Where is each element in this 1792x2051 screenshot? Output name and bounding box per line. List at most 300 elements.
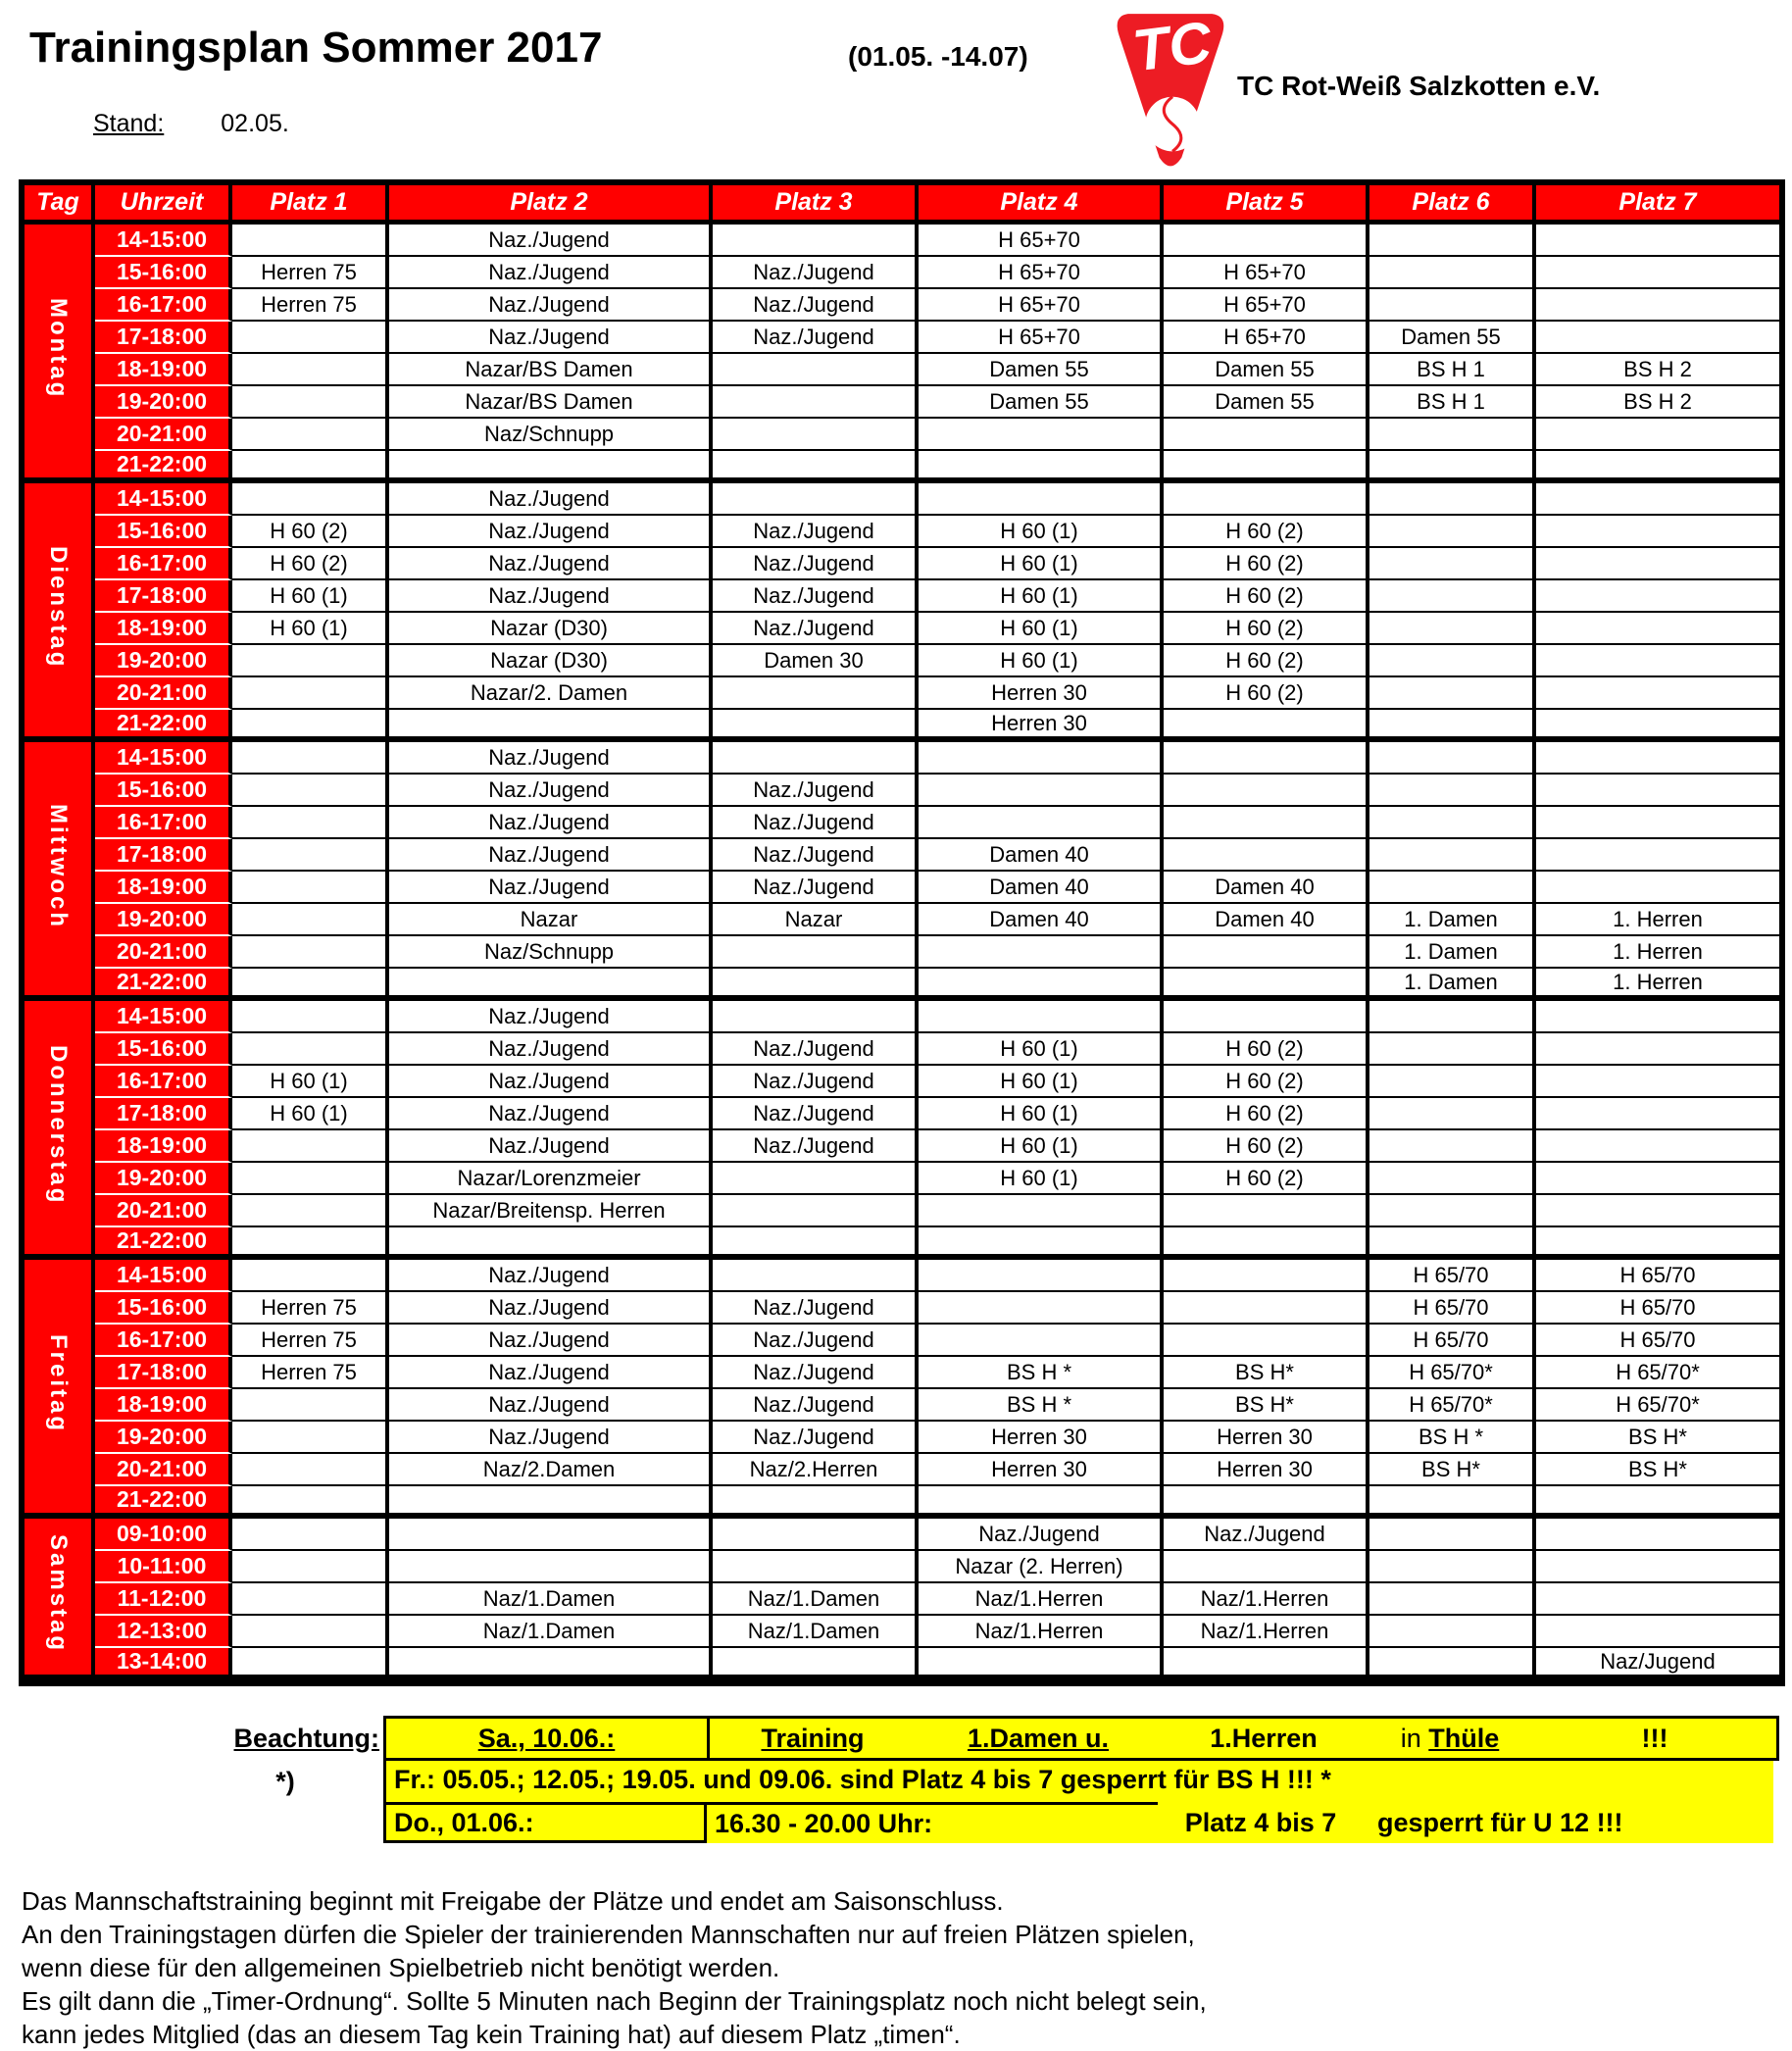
schedule-cell: Damen 40 [1164, 904, 1369, 936]
schedule-cell [232, 1389, 389, 1422]
schedule-cell [232, 1519, 389, 1551]
schedule-cell: H 65/70 [1369, 1325, 1536, 1357]
schedule-cell: Herren 75 [232, 1325, 389, 1357]
schedule-cell [1369, 1486, 1536, 1519]
schedule-cell [1369, 225, 1536, 257]
schedule-table [19, 179, 1785, 1686]
schedule-cell: BS H * [919, 1389, 1164, 1422]
schedule-cell [1369, 257, 1536, 289]
notes-section [226, 1716, 1792, 1843]
schedule-cell [1369, 1033, 1536, 1066]
schedule-cell [1369, 419, 1536, 451]
schedule-cell: Damen 55 [919, 386, 1164, 419]
schedule-row [25, 1454, 1779, 1486]
schedule-cell [919, 969, 1164, 1001]
schedule-cell: Damen 30 [713, 645, 919, 677]
schedule-cell [713, 677, 919, 710]
schedule-row [25, 645, 1779, 677]
schedule-row [25, 257, 1779, 289]
schedule-cell: Nazar/2. Damen [389, 677, 713, 710]
schedule-cell: H 65+70 [1164, 257, 1369, 289]
schedule-cell [232, 936, 389, 969]
schedule-cell [1164, 969, 1369, 1001]
schedule-row [25, 1130, 1779, 1163]
time-slot: 17-18:00 [95, 322, 232, 354]
schedule-cell: H 60 (2) [1164, 580, 1369, 613]
schedule-cell [1164, 1551, 1369, 1583]
schedule-row [25, 419, 1779, 451]
schedule-cell [1536, 451, 1779, 483]
schedule-cell [232, 483, 389, 516]
schedule-cell: Naz./Jugend [389, 807, 713, 839]
stand-label: Stand: [93, 110, 165, 137]
schedule-cell [1536, 1227, 1779, 1260]
time-slot: 21-22:00 [95, 1227, 232, 1260]
schedule-cell [1369, 483, 1536, 516]
time-slot: 14-15:00 [95, 1001, 232, 1033]
schedule-cell [713, 1551, 919, 1583]
schedule-cell [1164, 1648, 1369, 1680]
schedule-cell [1369, 677, 1536, 710]
schedule-cell [1164, 1292, 1369, 1325]
schedule-row [25, 1389, 1779, 1422]
schedule-cell [232, 322, 389, 354]
schedule-cell [389, 1648, 713, 1680]
schedule-cell: Damen 55 [1164, 354, 1369, 386]
schedule-cell [713, 1163, 919, 1195]
time-slot: 16-17:00 [95, 1066, 232, 1098]
schedule-cell [1536, 1163, 1779, 1195]
schedule-cell: H 60 (1) [919, 516, 1164, 548]
schedule-row [25, 1163, 1779, 1195]
schedule-cell: BS H 1 [1369, 386, 1536, 419]
schedule-cell: Naz./Jugend [389, 1098, 713, 1130]
time-slot: 21-22:00 [95, 710, 232, 742]
schedule-cell: Naz./Jugend [389, 1260, 713, 1292]
schedule-cell [232, 710, 389, 742]
schedule-row [25, 1422, 1779, 1454]
schedule-cell: Naz./Jugend [389, 580, 713, 613]
schedule-cell [919, 1260, 1164, 1292]
column-header: Uhrzeit [95, 185, 232, 225]
schedule-cell: Nazar [713, 904, 919, 936]
time-slot: 09-10:00 [95, 1519, 232, 1551]
schedule-cell [232, 419, 389, 451]
schedule-cell: Naz./Jugend [389, 1001, 713, 1033]
footer-line: kann jedes Mitglied (das an diesem Tag kein Training hat) auf diesem Platz „timen“. [22, 2020, 961, 2049]
schedule-row [25, 677, 1779, 710]
schedule-cell: H 60 (2) [1164, 1130, 1369, 1163]
schedule-cell [232, 1616, 389, 1648]
schedule-cell [1536, 483, 1779, 516]
schedule-cell [713, 225, 919, 257]
schedule-cell [713, 742, 919, 775]
schedule-cell: Naz./Jugend [713, 775, 919, 807]
schedule-cell [713, 936, 919, 969]
schedule-cell: BS H* [1164, 1389, 1369, 1422]
page-title: Trainingsplan Sommer 2017 [29, 24, 603, 72]
time-slot: 20-21:00 [95, 1454, 232, 1486]
schedule-row [25, 1195, 1779, 1227]
schedule-cell: Herren 75 [232, 1292, 389, 1325]
schedule-cell [1536, 322, 1779, 354]
schedule-cell: Naz./Jugend [389, 1292, 713, 1325]
schedule-cell: Naz./Jugend [389, 742, 713, 775]
schedule-cell: Naz./Jugend [713, 1422, 919, 1454]
schedule-cell [919, 419, 1164, 451]
schedule-cell [713, 1195, 919, 1227]
schedule-cell: H 65/70 [1536, 1260, 1779, 1292]
schedule-cell: Naz./Jugend [389, 1422, 713, 1454]
time-slot: 15-16:00 [95, 775, 232, 807]
schedule-row [25, 483, 1779, 516]
schedule-row [25, 613, 1779, 645]
schedule-cell: Damen 55 [1164, 386, 1369, 419]
schedule-cell [1164, 1260, 1369, 1292]
schedule-cell [1369, 1583, 1536, 1616]
schedule-cell [232, 1454, 389, 1486]
schedule-cell [1369, 1066, 1536, 1098]
schedule-cell: H 60 (1) [919, 1130, 1164, 1163]
schedule-cell [1164, 225, 1369, 257]
schedule-row [25, 1519, 1779, 1551]
club-name: TC Rot-Weiß Salzkotten e.V. [1237, 71, 1601, 101]
page-header [0, 0, 1792, 179]
schedule-cell [1369, 839, 1536, 872]
time-slot: 18-19:00 [95, 354, 232, 386]
schedule-cell [1164, 1325, 1369, 1357]
schedule-cell: Naz/Schnupp [389, 936, 713, 969]
schedule-cell [389, 451, 713, 483]
schedule-cell: H 60 (2) [1164, 645, 1369, 677]
schedule-cell: Nazar/Lorenzmeier [389, 1163, 713, 1195]
schedule-cell: Naz/1.Herren [919, 1616, 1164, 1648]
schedule-cell: H 65+70 [1164, 322, 1369, 354]
schedule-cell: 1. Damen [1369, 904, 1536, 936]
schedule-cell [919, 1195, 1164, 1227]
schedule-cell: Naz./Jugend [713, 1066, 919, 1098]
schedule-cell [713, 451, 919, 483]
schedule-cell: Naz/Schnupp [389, 419, 713, 451]
footer-line: Das Mannschaftstraining beginnt mit Freigabe der Plätze und endet am Saisonschluss. [22, 1886, 1004, 1916]
logo-tc-text: TC [1128, 10, 1216, 84]
schedule-row [25, 1292, 1779, 1325]
schedule-cell [232, 386, 389, 419]
schedule-cell [1164, 1195, 1369, 1227]
schedule-row [25, 1616, 1779, 1648]
day-label: Mittwoch [25, 742, 95, 1001]
schedule-row [25, 1325, 1779, 1357]
schedule-cell: Damen 40 [919, 872, 1164, 904]
schedule-row [25, 1486, 1779, 1519]
schedule-cell [232, 1195, 389, 1227]
column-header: Platz 7 [1536, 185, 1779, 225]
schedule-cell: H 60 (1) [232, 613, 389, 645]
schedule-row [25, 807, 1779, 839]
note-1-location: in Thüle [1400, 1724, 1500, 1753]
beachtung-label: Beachtung: [233, 1723, 379, 1753]
column-header: Platz 3 [713, 185, 919, 225]
schedule-cell [1369, 548, 1536, 580]
schedule-row [25, 1551, 1779, 1583]
footer-line: An den Trainingstagen dürfen die Spieler der trainierenden Mannschaften nur auf freien Plätzen spielen, [22, 1920, 1195, 1949]
schedule-row [25, 322, 1779, 354]
time-slot: 18-19:00 [95, 1389, 232, 1422]
schedule-cell [1536, 807, 1779, 839]
schedule-cell: Nazar/Breitensp. Herren [389, 1195, 713, 1227]
schedule-cell [1536, 289, 1779, 322]
schedule-cell: Naz./Jugend [389, 257, 713, 289]
schedule-cell [1164, 839, 1369, 872]
footer-line: Es gilt dann die „Timer-Ordnung“. Sollte 5 Minuten nach Beginn der Trainingsplatz noch nicht belegt sein, [22, 1986, 1207, 2016]
schedule-cell: H 60 (1) [232, 1098, 389, 1130]
note-1-team2: 1.Herren [1210, 1724, 1318, 1753]
time-slot: 11-12:00 [95, 1583, 232, 1616]
schedule-cell [232, 645, 389, 677]
schedule-cell [713, 1001, 919, 1033]
schedule-cell: H 60 (1) [232, 1066, 389, 1098]
schedule-cell [389, 1551, 713, 1583]
schedule-cell [1369, 289, 1536, 322]
schedule-cell [919, 1648, 1164, 1680]
schedule-cell [1536, 1519, 1779, 1551]
schedule-cell: Herren 75 [232, 289, 389, 322]
schedule-cell: 1. Damen [1369, 936, 1536, 969]
schedule-cell: H 65/70* [1536, 1389, 1779, 1422]
schedule-cell: H 60 (2) [1164, 548, 1369, 580]
note-2-text: Fr.: 05.05.; 12.05.; 19.05. und 09.06. sind Platz 4 bis 7 gesperrt für BS H !!! * [383, 1761, 1773, 1802]
schedule-cell: H 65/70 [1536, 1325, 1779, 1357]
schedule-cell: Naz./Jugend [389, 1325, 713, 1357]
schedule-cell: H 60 (1) [919, 1098, 1164, 1130]
schedule-cell: 1. Herren [1536, 936, 1779, 969]
schedule-row [25, 969, 1779, 1001]
schedule-row [25, 580, 1779, 613]
day-label: Freitag [25, 1260, 95, 1519]
asterisk-label-wrap [226, 1761, 383, 1802]
time-slot: 19-20:00 [95, 645, 232, 677]
schedule-cell [919, 936, 1164, 969]
time-slot: 19-20:00 [95, 1422, 232, 1454]
schedule-cell: BS H * [1369, 1422, 1536, 1454]
schedule-cell: Naz./Jugend [713, 1130, 919, 1163]
schedule-cell: H 65/70 [1369, 1292, 1536, 1325]
schedule-cell [1536, 613, 1779, 645]
schedule-cell: Naz/2.Damen [389, 1454, 713, 1486]
schedule-cell: H 65+70 [919, 322, 1164, 354]
schedule-cell: Herren 30 [919, 1454, 1164, 1486]
schedule-cell [713, 1519, 919, 1551]
note-1-strip [383, 1716, 1779, 1761]
table-header-row [25, 185, 1779, 225]
schedule-cell: H 60 (2) [1164, 516, 1369, 548]
schedule-cell: Naz./Jugend [389, 289, 713, 322]
schedule-cell: H 60 (1) [919, 613, 1164, 645]
schedule-cell: H 60 (1) [919, 1163, 1164, 1195]
schedule-cell [1369, 1001, 1536, 1033]
schedule-cell [232, 1001, 389, 1033]
stand-row [93, 110, 289, 138]
note-row-1 [226, 1716, 1792, 1761]
schedule-cell: H 60 (2) [1164, 1066, 1369, 1098]
schedule-cell [1164, 742, 1369, 775]
schedule-cell: BS H* [1536, 1422, 1779, 1454]
time-slot: 12-13:00 [95, 1616, 232, 1648]
schedule-cell: Herren 30 [1164, 1422, 1369, 1454]
schedule-cell [232, 451, 389, 483]
schedule-cell [713, 419, 919, 451]
schedule-cell [1164, 936, 1369, 969]
schedule-cell [1536, 645, 1779, 677]
schedule-cell [232, 1163, 389, 1195]
schedule-cell: Nazar (D30) [389, 613, 713, 645]
schedule-cell: H 60 (1) [232, 580, 389, 613]
schedule-cell [1369, 1551, 1536, 1583]
schedule-cell: Naz./Jugend [713, 839, 919, 872]
schedule-cell [1369, 1195, 1536, 1227]
schedule-cell [919, 1001, 1164, 1033]
column-header: Platz 4 [919, 185, 1164, 225]
time-slot: 19-20:00 [95, 386, 232, 419]
schedule-cell: BS H* [1536, 1454, 1779, 1486]
schedule-cell [232, 354, 389, 386]
time-slot: 15-16:00 [95, 1292, 232, 1325]
schedule-cell: Naz./Jugend [389, 516, 713, 548]
time-slot: 17-18:00 [95, 1098, 232, 1130]
footer-line: wenn diese für den allgemeinen Spielbetrieb nicht benötigt werden. [22, 1953, 780, 1982]
time-slot: 17-18:00 [95, 839, 232, 872]
schedule-cell: H 65+70 [919, 289, 1164, 322]
schedule-cell [232, 742, 389, 775]
schedule-cell [919, 1292, 1164, 1325]
schedule-cell [919, 742, 1164, 775]
column-header: Platz 5 [1164, 185, 1369, 225]
schedule-cell: Naz./Jugend [389, 322, 713, 354]
schedule-cell [232, 839, 389, 872]
schedule-cell: Damen 40 [919, 839, 1164, 872]
date-range: (01.05. -14.07) [848, 41, 1028, 72]
schedule-cell: H 60 (1) [919, 548, 1164, 580]
schedule-cell [919, 451, 1164, 483]
time-slot: 15-16:00 [95, 257, 232, 289]
schedule-cell: H 65/70 [1536, 1292, 1779, 1325]
schedule-cell: H 65/70* [1536, 1357, 1779, 1389]
schedule-cell [1536, 257, 1779, 289]
time-slot: 16-17:00 [95, 289, 232, 322]
schedule-cell [713, 386, 919, 419]
schedule-cell: Naz./Jugend [389, 548, 713, 580]
schedule-row [25, 1033, 1779, 1066]
schedule-cell [389, 710, 713, 742]
schedule-cell [1536, 1098, 1779, 1130]
schedule-row [25, 516, 1779, 548]
schedule-cell: Naz./Jugend [713, 516, 919, 548]
schedule-cell [232, 775, 389, 807]
note-3-courts: Platz 4 bis 7 [1158, 1802, 1364, 1843]
time-slot: 18-19:00 [95, 1130, 232, 1163]
schedule-cell: Naz./Jugend [389, 483, 713, 516]
schedule-row [25, 775, 1779, 807]
note-1-training: Training [761, 1724, 865, 1753]
schedule-cell: Naz/Jugend [1536, 1648, 1779, 1680]
schedule-cell [232, 1486, 389, 1519]
beachtung-label-wrap [226, 1716, 383, 1761]
schedule-cell: Naz./Jugend [389, 1357, 713, 1389]
schedule-cell [1536, 1130, 1779, 1163]
schedule-cell [1164, 483, 1369, 516]
schedule-cell: H 60 (2) [1164, 1163, 1369, 1195]
schedule-cell: Naz./Jugend [389, 225, 713, 257]
schedule-cell: Damen 40 [1164, 872, 1369, 904]
schedule-cell [1536, 677, 1779, 710]
schedule-cell [1536, 1033, 1779, 1066]
note-3-date-cell: Do., 01.06.: [383, 1802, 707, 1843]
schedule-cell [389, 1519, 713, 1551]
time-slot: 14-15:00 [95, 1260, 232, 1292]
time-slot: 20-21:00 [95, 677, 232, 710]
schedule-cell: Damen 55 [919, 354, 1164, 386]
column-header: Platz 6 [1369, 185, 1536, 225]
schedule-cell [232, 677, 389, 710]
schedule-cell: Nazar [389, 904, 713, 936]
schedule-cell: Naz/1.Damen [713, 1616, 919, 1648]
schedule-cell: Naz./Jugend [713, 548, 919, 580]
schedule-cell: H 60 (2) [1164, 1033, 1369, 1066]
time-slot: 17-18:00 [95, 1357, 232, 1389]
schedule-cell: Nazar/BS Damen [389, 354, 713, 386]
schedule-cell: Naz./Jugend [713, 1033, 919, 1066]
schedule-cell [919, 1227, 1164, 1260]
schedule-cell: H 60 (1) [919, 645, 1164, 677]
schedule-cell: Damen 40 [919, 904, 1164, 936]
schedule-cell [919, 807, 1164, 839]
schedule-cell: Nazar (D30) [389, 645, 713, 677]
schedule-cell [1164, 419, 1369, 451]
schedule-cell: BS H 1 [1369, 354, 1536, 386]
time-slot: 18-19:00 [95, 613, 232, 645]
schedule-cell [232, 225, 389, 257]
note-3-time-cell: 16.30 - 20.00 Uhr: [707, 1802, 1158, 1843]
schedule-cell [232, 1227, 389, 1260]
schedule-cell: H 65+70 [1164, 289, 1369, 322]
schedule-cell: Naz./Jugend [389, 839, 713, 872]
schedule-cell [1536, 872, 1779, 904]
time-slot: 14-15:00 [95, 225, 232, 257]
schedule-cell [1536, 1195, 1779, 1227]
schedule-cell [1369, 1616, 1536, 1648]
schedule-cell: Nazar (2. Herren) [919, 1551, 1164, 1583]
schedule-cell: H 60 (2) [1164, 1098, 1369, 1130]
schedule-cell [713, 1486, 919, 1519]
schedule-cell [389, 969, 713, 1001]
schedule-cell: Naz./Jugend [713, 1292, 919, 1325]
schedule-cell [713, 969, 919, 1001]
schedule-cell [1369, 613, 1536, 645]
schedule-cell: Naz./Jugend [713, 807, 919, 839]
time-slot: 15-16:00 [95, 516, 232, 548]
schedule-cell [1369, 1098, 1536, 1130]
schedule-cell: Nazar/BS Damen [389, 386, 713, 419]
schedule-cell [232, 1422, 389, 1454]
schedule-cell: Naz./Jugend [713, 580, 919, 613]
schedule-row [25, 839, 1779, 872]
schedule-cell: Herren 30 [919, 677, 1164, 710]
schedule-cell: BS H* [1369, 1454, 1536, 1486]
schedule-cell [232, 872, 389, 904]
schedule-cell: Naz/1.Damen [389, 1616, 713, 1648]
schedule-cell: H 60 (1) [919, 1033, 1164, 1066]
schedule-cell [232, 1648, 389, 1680]
